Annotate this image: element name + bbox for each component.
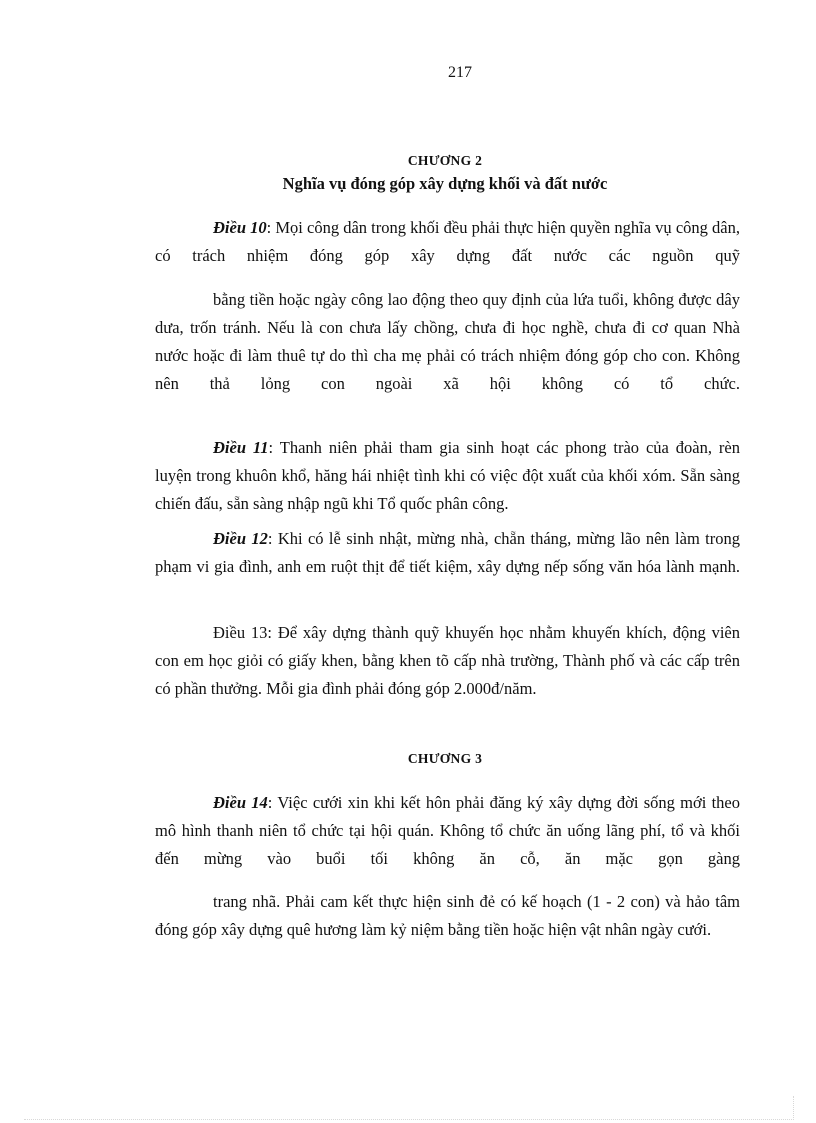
chapter-2-title: Nghĩa vụ đóng góp xây dựng khối và đất nước bbox=[282, 174, 608, 193]
article-11-label: Điều 11 bbox=[213, 438, 269, 457]
article-10-label: Điều 10 bbox=[213, 218, 267, 237]
page-number: 217 bbox=[448, 64, 472, 81]
article-12-text: : Khi có lễ sinh nhật, mừng nhà, chẵn tháng, mừng lão nên làm trong phạm vi gia đình, anh em ruột thịt để tiết kiệm, xây dựng nếp sống văn hóa lành mạnh. bbox=[155, 529, 741, 576]
article-12 bbox=[155, 525, 740, 581]
chapter-3-label: CHƯƠNG 3 bbox=[407, 751, 483, 766]
chapter-2-label: CHƯƠNG 2 bbox=[407, 153, 483, 168]
article-14-part-2: trang nhã. Phải cam kết thực hiện sinh đẻ có kế hoạch (1 - 2 con) và hảo tâm đóng góp xây dựng quê hương làm kỷ niệm bằng tiền hoặc hiện vật nhân ngày cưới. bbox=[155, 892, 740, 939]
page-corner-border bbox=[793, 1096, 794, 1120]
page-bottom-border bbox=[24, 1119, 794, 1120]
article-14-label: Điều 14 bbox=[213, 793, 268, 812]
article-11 bbox=[155, 434, 740, 518]
article-13: Điều 13: Để xây dựng thành quỹ khuyến học nhằm khuyến khích, động viên con em học giỏi có giấy khen, bằng khen tõ cấp nhà trường, Thành phố và các cấp trên có phần thưởng. Mỗi gia đình phải đóng góp 2.000đ/năm. bbox=[155, 623, 740, 698]
article-10-part-1 bbox=[155, 214, 740, 270]
article-14-text-a: : Việc cưới xin khi kết hôn phải đăng ký xây dựng đời sống mới theo mô hình thanh niên tổ chức tại hội quán. Không tổ chức ăn uống lãng phí, tổ và khối đến mừng vào buổi tối không ăn cỗ, ăn mặc gọn gàng bbox=[155, 793, 741, 868]
article-10-part-2: bằng tiền hoặc ngày công lao động theo quy định của lứa tuổi, không được dây dưa, trốn tránh. Nếu là con chưa lấy chồng, chưa đi học nghề, chưa đi cơ quan Nhà nước hoặc đi làm thuê tự do thì cha mẹ phải có trách nhiệm đóng góp cho con. Không nên thả lỏng con ngoài xã hội không có tổ chức. bbox=[155, 290, 740, 393]
article-11-text: : Thanh niên phải tham gia sinh hoạt các phong trào của đoàn, rèn luyện trong khuôn khổ, hăng hái nhiệt tình khi có việc đột xuất của khối xóm. Sẵn sàng chiến đấu, sẵn sàng nhập ngũ khi Tổ quốc phân công. bbox=[155, 438, 740, 513]
article-12-label: Điều 12 bbox=[213, 529, 268, 548]
article-10-text-a: : Mọi công dân trong khối đều phải thực hiện quyền nghĩa vụ công dân, có trách nhiệm đóng góp xây dựng đất nước các nguồn quỹ bbox=[155, 218, 740, 265]
article-14-part-1 bbox=[155, 789, 740, 873]
